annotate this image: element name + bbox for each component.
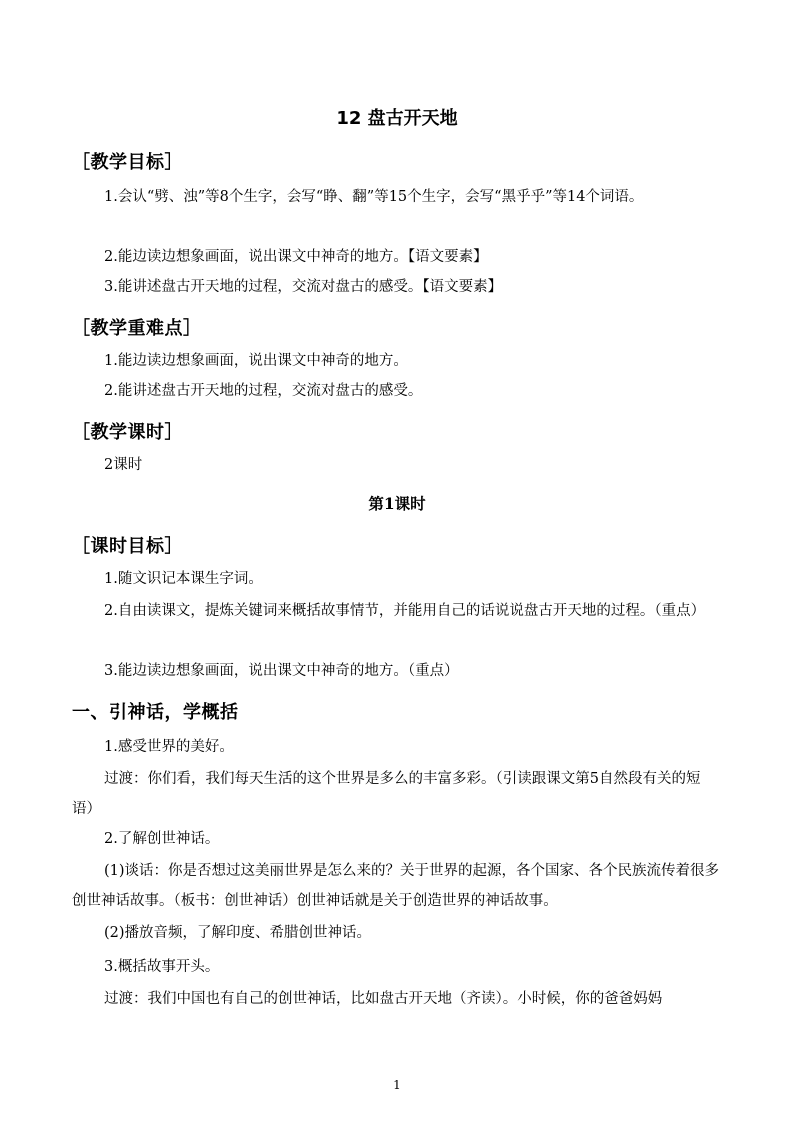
part1-item-3: 3.概括故事开头。 [104, 959, 220, 975]
section-heading-lesson-goals: ［课时目标］ [72, 536, 183, 557]
lesson-goal-item-3: 3.能边读边想象画面，说出课文中神奇的地方。（重点） [104, 663, 459, 679]
lesson-title: 第1课时 [368, 494, 426, 513]
section-heading-part1: 一、引神话，学概括 [72, 702, 239, 723]
section-heading-difficulties: ［教学重难点］ [72, 318, 202, 339]
part1-transition-2: 过渡：我们中国也有自己的创世神话，比如盘古开天地（齐读）。小时候，你的爸爸妈妈 [104, 991, 663, 1007]
part1-item-1: 1.感受世界的美好。 [104, 739, 234, 755]
part1-item-2-2: (2)播放音频，了解印度、希腊创世神话。 [104, 925, 372, 941]
goal-item-1: 1.会认“劈、浊”等8个生字，会写“睁、翻”等15个生字，会写“黑乎乎”等14个词语。 [104, 189, 644, 205]
goal-item-3: 3.能讲述盘古开天地的过程，交流对盘古的感受。【语文要素】 [104, 279, 503, 295]
page-title: 12 盘古开天地 [336, 108, 458, 129]
page-number: 1 [393, 1078, 401, 1092]
lesson-goal-item-2: 2.自由读课文，提炼关键词来概括故事情节，并能用自己的话说说盘古开天地的过程。（重点） [104, 603, 706, 619]
difficulty-item-2: 2.能讲述盘古开天地的过程，交流对盘古的感受。 [104, 383, 423, 399]
lesson-goal-item-1: 1.随文识记本课生字词。 [104, 571, 263, 587]
part1-item-2-1: (1)谈话：你是否想过这美丽世界是怎么来的？关于世界的起源，各个国家、各个民族流传着很多创世神话故事。（板书：创世神话）创世神话就是关于创造世界的神话故事。 [72, 863, 720, 909]
difficulty-item-1: 1.能边读边想象画面，说出课文中神奇的地方。 [104, 353, 408, 369]
section-heading-goals: ［教学目标］ [72, 152, 183, 173]
part1-item-2: 2.了解创世神话。 [104, 831, 220, 847]
hours-text: 2课时 [104, 457, 143, 473]
goal-item-2: 2.能边读边想象画面，说出课文中神奇的地方。【语文要素】 [104, 249, 488, 265]
section-heading-hours: ［教学课时］ [72, 422, 183, 443]
part1-transition-1: 过渡：你们看，我们每天生活的这个世界是多么的丰富多彩。（引读跟课文第5自然段有关的短语） [72, 771, 701, 817]
